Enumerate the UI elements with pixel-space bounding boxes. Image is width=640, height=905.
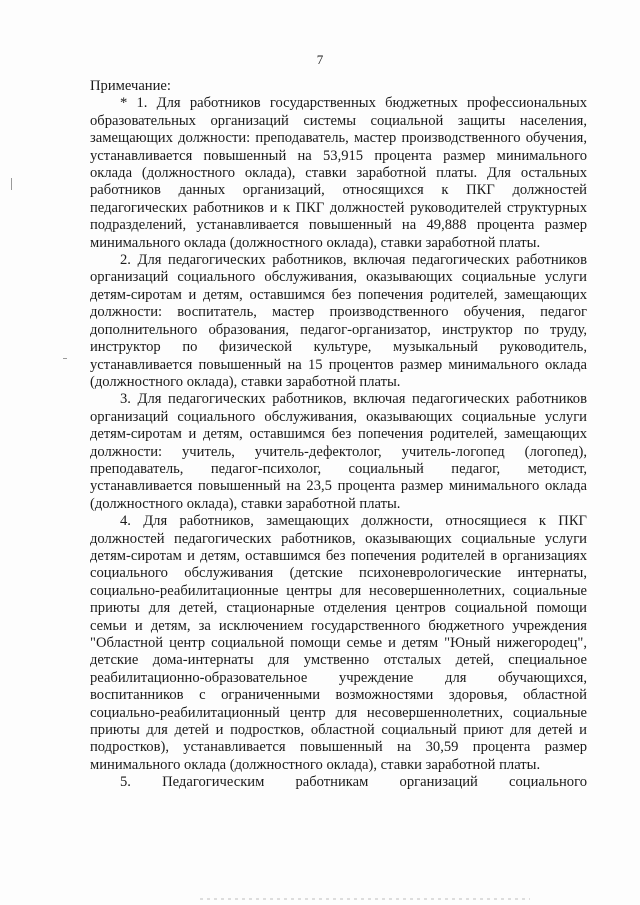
note-paragraph-4: 4. Для работников, замещающих должности, относящиеся к ПКГ должностей педагогических работников, оказывающих социальные услуги детям-сиротам и детям, оставшимся без попечения родителей в организациях социального обслуживания (детские психоневрологические интернаты, социально-реабилитационные центры для несовершеннолетних, социальные приюты для детей, стационарные отделения центров социальной помощи семьи и детям, за исключением государственного бюджетного учреждения "Областной центр социальной помощи семье и детям "Юный нижегородец", детские дома-интернаты для умственно отсталых детей, специальное реабилитационно-образовательное учреждение для обучающихся, воспитанников с ограниченными возможностями здоровья, областной социально-реабилитационный центр для несовершеннолетних, социальные приюты для детей и подростков, областной социальный приют для детей и подростков), устанавливается повышенный на 30,59 процента размер минимального оклада (должностного оклада), ставки заработной платы. [90,513,587,773]
note-heading: Примечание: [90,78,171,94]
note-paragraph-2: 2. Для педагогических работников, включая педагогических работников организаций социального обслуживания, оказывающих социальные услуги детям-сиротам и детям, оставшимся без попечения родителей, замещающих должности: воспитатель, мастер производственного обучения, педагог дополнительного образования, педагог-организатор, инструктор по труду, инструктор по физической культуре, музыкальный руководитель, устанавливается повышенный на 15 процентов размер минимального оклада (должностного оклада), ставки заработной платы. [90,252,587,390]
document-body [90,78,587,792]
scan-artifact [63,358,67,359]
scan-artifact-bottom [200,898,530,900]
note-paragraph-5: 5. Педагогическим работникам организаций социального [120,774,587,791]
note-paragraph-3: 3. Для педагогических работников, включая педагогических работников организаций социального обслуживания, оказывающих социальные услуги детям-сиротам и детям, оставшимся без попечения родителей, замещающих должности: учитель, учитель-дефектолог, учитель-логопед (логопед), преподаватель, педагог-психолог, социальный педагог, методист, устанавливается повышенный на 23,5 процента размер минимального оклада (должностного оклада), ставки заработной платы. [90,391,587,512]
scan-artifact [11,178,12,190]
note-paragraph-1: * 1. Для работников государственных бюджетных профессиональных образовательных организаций системы социальной защиты населения, замещающих должности: преподаватель, мастер производственного обучения, устанавливается повышенный на 53,915 процента размер минимального оклада (должностного оклада), ставки заработной платы. Для остальных работников данных организаций, относящихся к ПКГ должностей педагогических работников и к ПКГ должностей руководителей структурных подразделений, устанавливается повышенный на 49,888 процента размер минимального оклада (должностного оклада), ставки заработной платы. [90,95,587,251]
page-number: 7 [316,52,324,67]
